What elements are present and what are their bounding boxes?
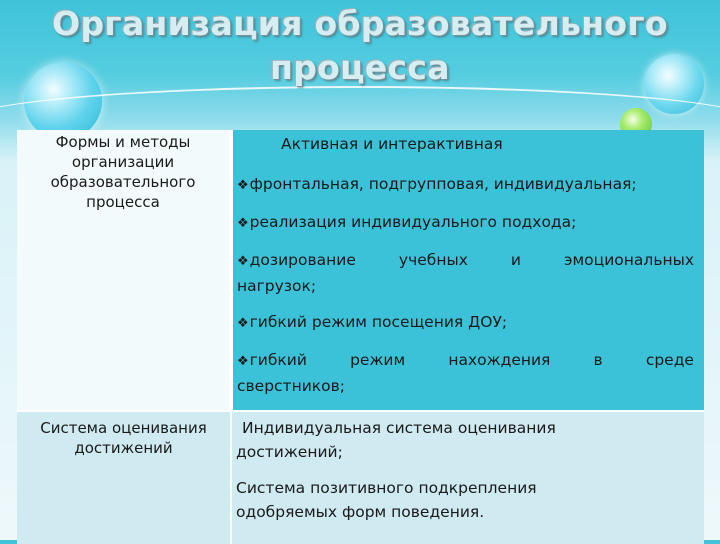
content-table (17, 130, 704, 544)
list-item-word: в (593, 351, 603, 369)
paragraph-line: достижений; (236, 443, 343, 461)
list-item-word: гибкий (249, 351, 307, 369)
list-item (237, 172, 694, 198)
assessment-paragraph (236, 476, 694, 524)
list-item-word: учебных (398, 251, 468, 269)
paragraph-line: одобряемых форм поведения. (236, 503, 485, 521)
diamond-bullet-icon: ❖ (237, 254, 249, 269)
paragraph-line: Система позитивного подкрепления (236, 479, 537, 497)
list-item-word: режим (350, 351, 406, 369)
list-item-word: нахождения (448, 351, 551, 369)
list-item-word: и (510, 251, 521, 269)
list-item-text: реализация индивидуального подхода; (249, 213, 577, 231)
assessment-label-line: достижений (74, 439, 173, 457)
list-item (237, 310, 694, 336)
forms-label-line: образовательного (50, 173, 196, 191)
table-row-forms (17, 130, 704, 411)
diamond-bullet-icon: ❖ (237, 354, 249, 369)
list-item-word: эмоциональных (563, 251, 694, 269)
table-row-assessment (17, 411, 704, 544)
forms-label-line: процесса (86, 193, 160, 211)
assessment-label-cell (17, 411, 231, 544)
forms-content (233, 130, 704, 398)
list-item-word: среде (645, 351, 694, 369)
list-item-word: дозирование (249, 251, 356, 269)
assessment-label (17, 412, 230, 458)
list-item-text: нагрузок; (237, 277, 317, 295)
assessment-content (232, 412, 704, 524)
diamond-bullet-icon: ❖ (237, 216, 249, 231)
forms-label (17, 130, 229, 212)
forms-content-cell (231, 130, 704, 411)
diamond-bullet-icon: ❖ (237, 316, 249, 331)
list-item-text: фронтальная, подгрупповая, индивидуальная; (249, 175, 637, 193)
list-item-text: сверстников; (237, 377, 345, 395)
paragraph-line: Индивидуальная система оценивания (242, 419, 556, 437)
list-item (237, 210, 694, 236)
list-item-line (237, 348, 694, 374)
diamond-bullet-icon: ❖ (237, 178, 249, 193)
forms-label-cell (17, 130, 231, 411)
list-item-text: гибкий режим посещения ДОУ; (249, 313, 508, 331)
forms-label-line: организации (71, 153, 175, 171)
list-item (237, 348, 694, 398)
forms-label-line: Формы и методы (55, 133, 191, 151)
assessment-content-cell (231, 411, 704, 544)
slide-title (0, 2, 720, 90)
slide-title-line1: Организация образовательного (52, 4, 668, 43)
assessment-paragraph (236, 416, 694, 464)
assessment-label-line: Система оценивания (40, 419, 207, 437)
list-item (237, 248, 694, 298)
list-item-line (237, 248, 694, 274)
slide-title-line2: процесса (270, 48, 450, 87)
forms-heading: Активная и интерактивная (281, 135, 503, 153)
